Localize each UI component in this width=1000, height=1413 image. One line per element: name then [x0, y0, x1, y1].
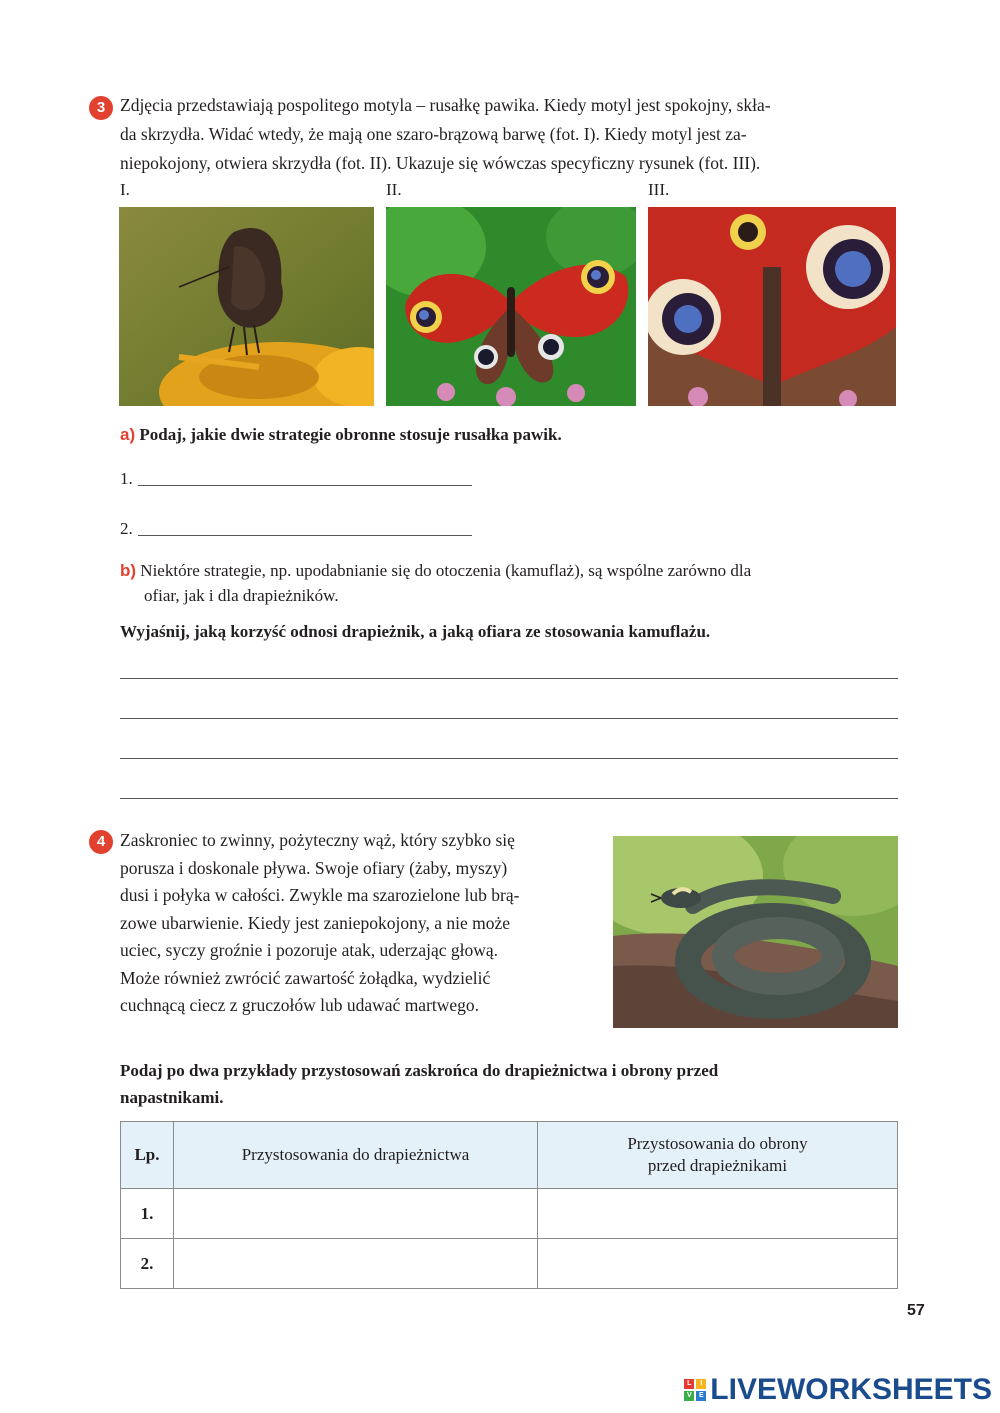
answer-line[interactable] [120, 718, 898, 719]
grass-snake-photo [613, 836, 898, 1028]
task-3-intro-line: da skrzydła. Widać wtedy, że mają one szaro-brązową barwę (fot. I). Kiedy motyl jest za- [120, 124, 747, 144]
header-predation: Przystosowania do drapieżnictwa [174, 1122, 538, 1189]
task-3b-text [120, 558, 900, 608]
butterfly-wings-open-photo [386, 207, 636, 406]
table-row [121, 1189, 898, 1239]
photo-label-2: II. [386, 180, 402, 199]
logo-letter: L [684, 1379, 694, 1389]
butterfly-wings-closed-photo [119, 207, 374, 406]
task-4-text [120, 827, 596, 1020]
watermark-text: LIVEWORKSHEETS [710, 1373, 992, 1406]
task-4-line: zowe ubarwienie. Kiedy jest zaniepokojony, a nie może [120, 912, 511, 933]
header-defense [538, 1122, 898, 1189]
liveworksheets-watermark[interactable] [684, 1373, 992, 1407]
header-defense-line: przed drapieżnikami [647, 1156, 788, 1175]
task-4-number-badge: 4 [89, 830, 113, 854]
table-header-row [121, 1122, 898, 1189]
header-lp: Lp. [121, 1122, 174, 1189]
page-number: 57 [907, 1302, 925, 1319]
photo-label-3: III. [648, 180, 670, 199]
task-4-line: Zaskroniec to zwinny, pożyteczny wąż, który szybko się [120, 830, 515, 850]
row-number: 1. [121, 1189, 174, 1239]
task-3a-question-text: Podaj, jakie dwie strategie obronne stosuje rusałka pawik. [139, 425, 562, 444]
defense-answer-cell[interactable] [538, 1189, 898, 1239]
task-3-number-badge: 3 [89, 96, 113, 120]
task-4-line: porusza i doskonale pływa. Swoje ofiary (żaby, myszy) [120, 857, 508, 878]
answer-number: 1. [120, 469, 133, 488]
task-3-intro [120, 91, 896, 178]
logo-letter: V [684, 1391, 694, 1401]
row-number: 2. [121, 1239, 174, 1289]
task-4-question-line: Podaj po dwa przykłady przystosowań zaskrońca do drapieżnictwa i obrony przed [120, 1061, 719, 1080]
task-4-question [120, 1057, 896, 1111]
task-4-question-line: napastnikami. [120, 1088, 224, 1107]
table-row [121, 1239, 898, 1289]
task-4-line: dusi i połyka w całości. Zwykle ma szarozielone lub brą- [120, 885, 520, 905]
logo-letter: I [696, 1379, 706, 1389]
adaptations-table [120, 1121, 898, 1289]
predation-answer-cell[interactable] [174, 1189, 538, 1239]
task-4-line: uciec, syczy groźnie i pozoruje atak, uderzając głową. [120, 940, 499, 960]
task-3b-question: Wyjaśnij, jaką korzyść odnosi drapieżnik, a jaką ofiara ze stosowania kamuflażu. [120, 622, 711, 641]
answer-line[interactable] [120, 758, 898, 759]
header-defense-line: Przystosowania do obrony [627, 1134, 808, 1153]
task-3-intro-line: niepokojony, otwiera skrzydła (fot. II). Ukazuje się wówczas specyficzny rysunek (fot. III). [120, 153, 761, 173]
answer-line[interactable] [120, 798, 898, 799]
task-3-intro-line: Zdjęcia przedstawiają pospolitego motyla – rusałkę pawika. Kiedy motyl jest spokojny, skła- [120, 95, 771, 115]
defense-answer-cell[interactable] [538, 1239, 898, 1289]
butterfly-wing-eyespots-photo [648, 207, 896, 406]
answer-line[interactable] [138, 535, 472, 536]
task-4-line: cuchnącą ciecz z gruczołów lub udawać martwego. [120, 995, 480, 1015]
task-3b-line [120, 558, 900, 583]
task-3b-letter: b) [120, 561, 137, 580]
answer-number: 2. [120, 519, 133, 538]
task-3b-line: ofiar, jak i dla drapieżników. [144, 586, 339, 605]
task-3a-letter: a) [120, 425, 136, 444]
task-4-line: Może również zwrócić zawartość żołądka, wydzielić [120, 967, 491, 988]
predation-answer-cell[interactable] [174, 1239, 538, 1289]
photo-label-1: I. [120, 180, 130, 199]
liveworksheets-logo-icon [684, 1379, 706, 1401]
answer-line[interactable] [138, 485, 472, 486]
task-3a-question [120, 425, 562, 445]
answer-line[interactable] [120, 678, 898, 679]
logo-letter: E [696, 1391, 706, 1401]
task-3b-line-text: Niektóre strategie, np. upodabnianie się do otoczenia (kamuflaż), są wspólne zarówno dla [140, 561, 752, 580]
